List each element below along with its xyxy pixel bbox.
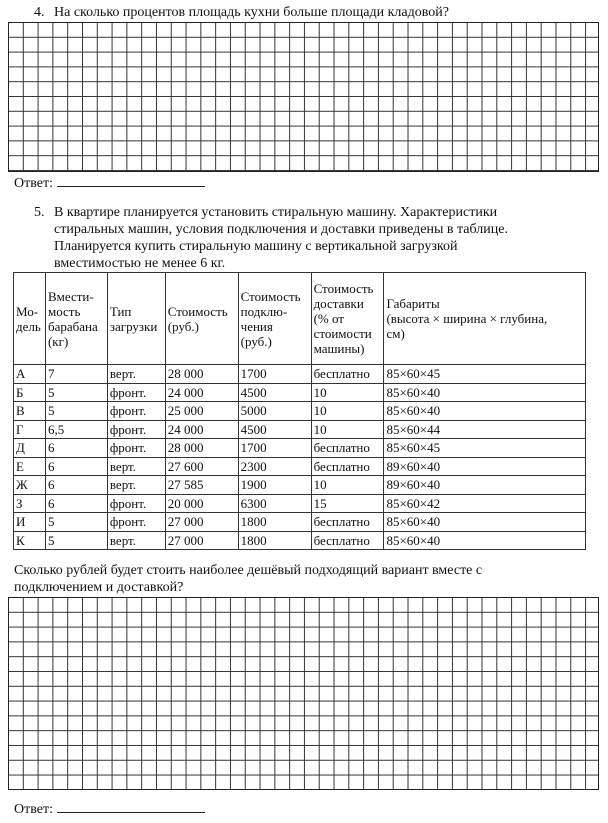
- cell-model: Д: [14, 439, 46, 458]
- cell-delivery-cost: бесплатно: [311, 531, 384, 550]
- cell-load-type: верт.: [107, 457, 165, 476]
- cell-connection-cost: 1700: [238, 365, 311, 384]
- cell-capacity: 6: [45, 494, 107, 513]
- cell-connection-cost: 4500: [238, 383, 311, 402]
- cell-connection-cost: 6300: [238, 494, 311, 513]
- washing-machines-table: [13, 272, 586, 550]
- cell-price: 24 000: [165, 383, 238, 402]
- table-row: [14, 531, 586, 550]
- cell-connection-cost: 1800: [238, 513, 311, 532]
- cell-delivery-cost: 10: [311, 476, 384, 495]
- answer-grid-5[interactable]: [8, 597, 599, 790]
- cell-price: 28 000: [165, 365, 238, 384]
- cell-load-type: фронт.: [107, 383, 165, 402]
- answer-4-label: Ответ:: [14, 176, 53, 191]
- cell-capacity: 6: [45, 476, 107, 495]
- answer-4-line[interactable]: [57, 174, 205, 187]
- cell-capacity: 6,5: [45, 420, 107, 439]
- table-row: [14, 383, 586, 402]
- cell-load-type: фронт.: [107, 494, 165, 513]
- cell-connection-cost: 1900: [238, 476, 311, 495]
- header-capacity: Вмести- мость барабана (кг): [45, 273, 107, 365]
- cell-connection-cost: 2300: [238, 457, 311, 476]
- cell-price: 24 000: [165, 420, 238, 439]
- cell-load-type: фронт.: [107, 513, 165, 532]
- cell-model: Г: [14, 420, 46, 439]
- table-row: [14, 402, 586, 421]
- cell-connection-cost: 4500: [238, 420, 311, 439]
- question-5-text: [54, 204, 508, 272]
- cell-model: А: [14, 365, 46, 384]
- table-row: [14, 439, 586, 458]
- cell-delivery-cost: бесплатно: [311, 513, 384, 532]
- header-connection-cost: Стоимость подклю- чения (руб.): [238, 273, 311, 365]
- cell-capacity: 5: [45, 513, 107, 532]
- cell-dimensions: 85×60×45: [384, 439, 586, 458]
- cell-dimensions: 85×60×40: [384, 402, 586, 421]
- cell-capacity: 5: [45, 383, 107, 402]
- cell-model: Ж: [14, 476, 46, 495]
- header-delivery-cost: Стоимость доставки (% от стоимости машины): [311, 273, 384, 365]
- cell-model: Е: [14, 457, 46, 476]
- cell-capacity: 6: [45, 439, 107, 458]
- question-4-number: 4.: [34, 5, 45, 20]
- cell-model: Б: [14, 383, 46, 402]
- question-5-line: В квартире планируется установить стиральную машину. Характеристики: [54, 205, 498, 220]
- cell-connection-cost: 1700: [238, 439, 311, 458]
- cell-model: З: [14, 494, 46, 513]
- table-row: [14, 494, 586, 513]
- table-row: [14, 457, 586, 476]
- cell-dimensions: 85×60×40: [384, 383, 586, 402]
- cell-capacity: 7: [45, 365, 107, 384]
- cell-capacity: 5: [45, 531, 107, 550]
- cell-dimensions: 85×60×40: [384, 531, 586, 550]
- answer-5: [14, 800, 205, 818]
- cell-price: 28 000: [165, 439, 238, 458]
- header-model: Мо- дель: [14, 273, 46, 365]
- header-price: Стоимость (руб.): [165, 273, 238, 365]
- cell-dimensions: 85×60×42: [384, 494, 586, 513]
- question-5-prompt: [14, 562, 594, 596]
- cell-load-type: фронт.: [107, 439, 165, 458]
- cell-capacity: 6: [45, 457, 107, 476]
- table-row: [14, 420, 586, 439]
- table-row: [14, 476, 586, 495]
- cell-delivery-cost: бесплатно: [311, 439, 384, 458]
- question-5-line: вместимостью не менее 6 кг.: [54, 256, 226, 271]
- cell-delivery-cost: бесплатно: [311, 365, 384, 384]
- question-4-text: На сколько процентов площадь кухни больше площади кладовой?: [54, 5, 449, 20]
- question-5-prompt-line: подключением и доставкой?: [14, 580, 184, 595]
- cell-connection-cost: 1800: [238, 531, 311, 550]
- cell-price: 27 000: [165, 513, 238, 532]
- cell-delivery-cost: 10: [311, 383, 384, 402]
- question-5-number: 5.: [34, 205, 45, 220]
- answer-grid-4[interactable]: [8, 22, 599, 172]
- cell-model: В: [14, 402, 46, 421]
- answer-4: [14, 174, 205, 192]
- table-row: [14, 513, 586, 532]
- cell-load-type: верт.: [107, 365, 165, 384]
- question-5-line: стиральных машин, условия подключения и доставки приведены в таблице.: [54, 222, 508, 237]
- question-5-prompt-line: Сколько рублей будет стоить наиболее дешёвый подходящий вариант вместе с: [14, 563, 483, 578]
- cell-delivery-cost: 10: [311, 420, 384, 439]
- cell-model: К: [14, 531, 46, 550]
- cell-load-type: фронт.: [107, 402, 165, 421]
- header-load-type: Тип загрузки: [107, 273, 165, 365]
- cell-price: 27 600: [165, 457, 238, 476]
- cell-model: И: [14, 513, 46, 532]
- answer-5-label: Ответ:: [14, 802, 53, 817]
- cell-dimensions: 89×60×40: [384, 476, 586, 495]
- question-5-line: Планируется купить стиральную машину с вертикальной загрузкой: [54, 239, 458, 254]
- cell-connection-cost: 5000: [238, 402, 311, 421]
- table-row: [14, 365, 586, 384]
- cell-delivery-cost: 15: [311, 494, 384, 513]
- cell-capacity: 5: [45, 402, 107, 421]
- cell-dimensions: 85×60×45: [384, 365, 586, 384]
- answer-5-line[interactable]: [57, 800, 205, 813]
- cell-price: 27 585: [165, 476, 238, 495]
- cell-delivery-cost: бесплатно: [311, 457, 384, 476]
- cell-load-type: верт.: [107, 531, 165, 550]
- header-dimensions: Габариты (высота × ширина × глубина, см): [384, 273, 586, 365]
- cell-load-type: фронт.: [107, 420, 165, 439]
- cell-price: 27 000: [165, 531, 238, 550]
- cell-delivery-cost: 10: [311, 402, 384, 421]
- cell-dimensions: 85×60×40: [384, 513, 586, 532]
- cell-dimensions: 85×60×44: [384, 420, 586, 439]
- cell-price: 25 000: [165, 402, 238, 421]
- cell-price: 20 000: [165, 494, 238, 513]
- cell-load-type: верт.: [107, 476, 165, 495]
- cell-dimensions: 89×60×40: [384, 457, 586, 476]
